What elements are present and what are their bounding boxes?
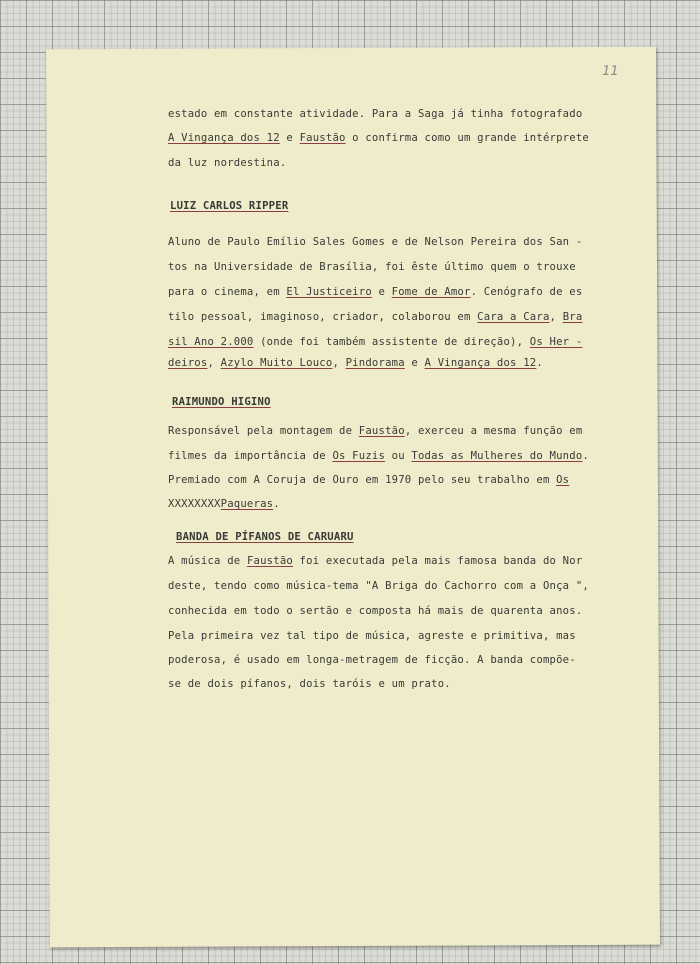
heading-text: RAIMUNDO HIGINO bbox=[172, 396, 271, 408]
underlined-title: sil Ano 2.000 bbox=[168, 336, 254, 348]
text-segment: ou bbox=[385, 450, 412, 462]
text-line bbox=[168, 132, 589, 144]
underlined-title: Faustão bbox=[358, 425, 405, 437]
text-segment: . bbox=[536, 357, 543, 369]
text-segment: conhecida em todo o sertão e composta há mais de quarenta anos. bbox=[168, 605, 583, 617]
text-segment: da luz nordestina. bbox=[168, 157, 287, 169]
text-line bbox=[168, 157, 286, 169]
text-line bbox=[168, 605, 582, 617]
text-segment: Aluno de Paulo Emílio Sales Gomes e de Nelson Pereira dos San - bbox=[168, 236, 583, 248]
text-line bbox=[168, 425, 582, 437]
underlined-title: Fome de Amor bbox=[391, 286, 471, 298]
underlined-title: A Vingança dos 12 bbox=[168, 132, 280, 144]
text-segment: (onde foi também assistente de direção), bbox=[253, 336, 530, 348]
underlined-title: A Vingança dos 12 bbox=[424, 357, 537, 369]
text-line bbox=[168, 236, 582, 248]
section-heading bbox=[176, 531, 354, 543]
underlined-title: El Justiceiro bbox=[286, 286, 372, 298]
text-segment: foi executada pela mais famosa banda do Nor bbox=[292, 555, 583, 567]
section-heading bbox=[172, 396, 271, 408]
text-segment: filmes da importância de bbox=[168, 450, 333, 462]
text-line bbox=[168, 630, 576, 642]
text-segment: . bbox=[582, 450, 589, 462]
text-segment: o confirma como um grande intérprete bbox=[345, 132, 589, 144]
text-line bbox=[168, 498, 280, 510]
underlined-title: Faustão bbox=[299, 132, 346, 144]
underlined-title: Os bbox=[556, 474, 570, 486]
text-segment: tos na Universidade de Brasília, foi êste último quem o trouxe bbox=[168, 261, 576, 273]
text-segment: para o cinema, em bbox=[168, 286, 287, 298]
heading-text: LUIZ CARLOS RIPPER bbox=[170, 200, 289, 212]
underlined-title: Azylo Muito Louco bbox=[220, 357, 333, 369]
underlined-title: Paqueras bbox=[220, 498, 274, 510]
underlined-title: Os Her - bbox=[529, 336, 583, 348]
text-line bbox=[168, 555, 582, 567]
underlined-title: Todas as Mulheres do Mundo bbox=[411, 450, 583, 462]
text-segment: estado em constante atividade. Para a Saga já tinha fotografado bbox=[168, 108, 583, 120]
text-line bbox=[168, 678, 451, 690]
text-line bbox=[168, 654, 576, 666]
underlined-title: Faustão bbox=[246, 555, 293, 567]
text-line bbox=[168, 580, 589, 592]
text-line bbox=[168, 357, 543, 369]
text-line bbox=[168, 261, 576, 273]
underlined-title: deiros bbox=[168, 357, 208, 369]
text-line bbox=[168, 336, 582, 348]
text-segment: , bbox=[207, 357, 221, 369]
text-segment: . bbox=[273, 498, 280, 510]
text-line bbox=[168, 286, 582, 298]
text-segment: e bbox=[371, 286, 392, 298]
text-line bbox=[168, 450, 589, 462]
text-segment: Premiado com A Coruja de Ouro em 1970 pelo seu trabalho em bbox=[168, 474, 557, 486]
text-segment: . Cenógrafo de es bbox=[470, 286, 583, 298]
text-line bbox=[168, 474, 569, 486]
text-segment: tilo pessoal, imaginoso, criador, colaborou em bbox=[168, 311, 478, 323]
text-segment: , bbox=[332, 357, 346, 369]
text-segment: e bbox=[279, 132, 300, 144]
text-line bbox=[168, 311, 582, 323]
text-segment: deste, tendo como música-tema "A Briga do Cachorro com a Onça ", bbox=[168, 580, 589, 592]
text-segment: XXXXXXXX bbox=[168, 498, 221, 510]
text-line bbox=[168, 108, 582, 120]
typed-page bbox=[46, 47, 660, 948]
underlined-title: Cara a Cara bbox=[477, 311, 550, 323]
underlined-title: Os Fuzis bbox=[332, 450, 386, 462]
text-segment: Pela primeira vez tal tipo de música, agreste e primitiva, mas bbox=[168, 630, 576, 642]
text-segment: se de dois pífanos, dois taróis e um prato. bbox=[168, 678, 451, 690]
text-segment: e bbox=[404, 357, 425, 369]
heading-text: BANDA DE PÍFANOS DE CARUARU bbox=[176, 531, 354, 543]
text-segment: Responsável pela montagem de bbox=[168, 425, 359, 437]
text-segment: poderosa, é usado em longa-metragem de ficção. A banda compõe- bbox=[168, 654, 576, 666]
page-number: 11 bbox=[602, 63, 619, 79]
underlined-title: Pindorama bbox=[345, 357, 405, 369]
text-segment: , exerceu a mesma função em bbox=[404, 425, 583, 437]
text-segment: , bbox=[549, 311, 563, 323]
section-heading bbox=[170, 200, 288, 212]
underlined-title: Bra bbox=[562, 311, 583, 323]
text-segment: A música de bbox=[168, 555, 247, 567]
